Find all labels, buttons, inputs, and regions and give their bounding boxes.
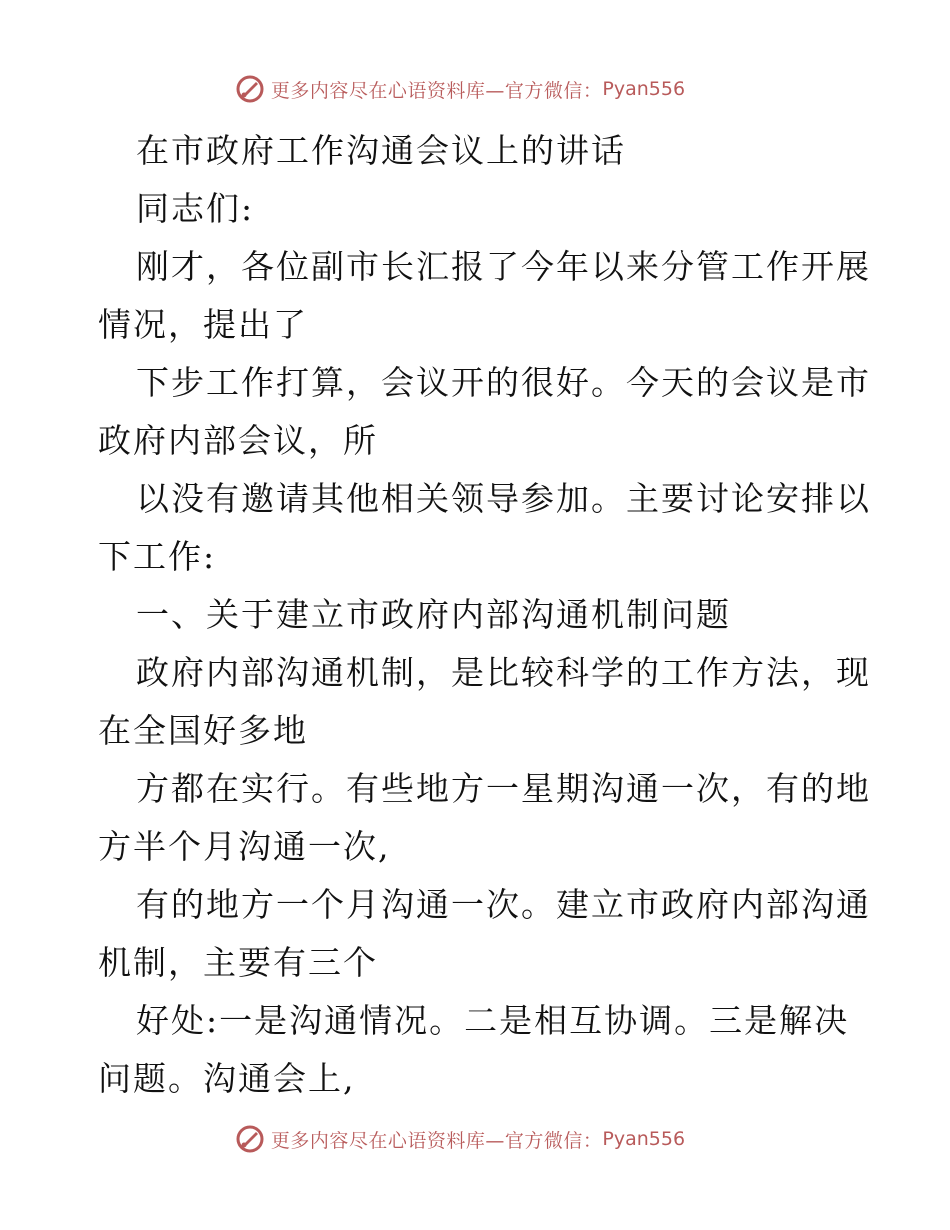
brush-logo-icon — [235, 74, 265, 104]
text-line: 情况，提出了 — [98, 305, 308, 344]
text-line: 刚才，各位副市长汇报了今年以来分管工作开展 — [136, 247, 871, 286]
text-line: 政府内部沟通机制，是比较科学的工作方法，现 — [136, 653, 871, 692]
document-title: 在市政府工作沟通会议上的讲话 — [136, 131, 626, 170]
document-body — [98, 122, 871, 1108]
text-line: 方半个月沟通一次, — [98, 827, 391, 866]
watermark-wechat-id: Pyan556 — [602, 78, 686, 100]
watermark-footer — [0, 1119, 950, 1159]
salutation: 同志们: — [136, 189, 255, 228]
text-line: 下工作: — [98, 537, 217, 576]
text-line: 下步工作打算，会议开的很好。今天的会议是市 — [136, 363, 871, 402]
watermark-header — [0, 69, 950, 109]
watermark-text: 更多内容尽在心语资料库—官方微信： — [270, 1129, 603, 1152]
text-line: 在全国好多地 — [98, 711, 308, 750]
watermark-text: 更多内容尽在心语资料库—官方微信： — [270, 79, 603, 102]
text-line: 问题。沟通会上, — [98, 1059, 356, 1098]
watermark-wechat-id: Pyan556 — [602, 1128, 686, 1150]
brush-logo-icon — [235, 1124, 265, 1154]
text-line: 好处:一是沟通情况。二是相互协调。三是解决 — [136, 1001, 850, 1040]
text-line: 方都在实行。有些地方一星期沟通一次，有的地 — [136, 769, 871, 808]
text-line: 政府内部会议，所 — [98, 421, 378, 460]
text-line: 以没有邀请其他相关领导参加。主要讨论安排以 — [136, 479, 871, 518]
text-line: 有的地方一个月沟通一次。建立市政府内部沟通 — [136, 885, 871, 924]
text-line: 机制，主要有三个 — [98, 943, 378, 982]
section-heading: 一、关于建立市政府内部沟通机制问题 — [136, 595, 731, 634]
